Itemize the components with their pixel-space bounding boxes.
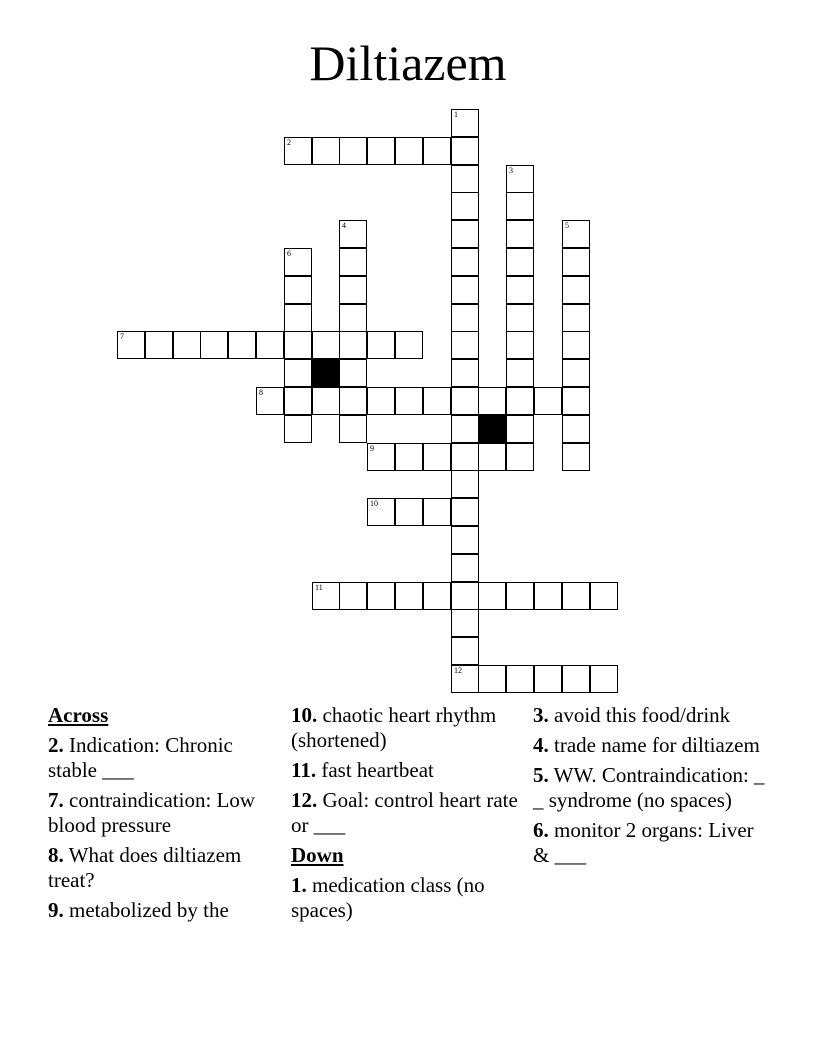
grid-cell[interactable] [590, 665, 618, 693]
grid-cell[interactable] [339, 248, 367, 276]
grid-cell[interactable] [339, 331, 367, 359]
cell-number: 12 [454, 666, 462, 675]
grid-cell[interactable] [562, 415, 590, 443]
grid-cell[interactable] [451, 582, 479, 610]
clue-across-2: 2. Indication: Chronic stable ___ [48, 733, 233, 782]
grid-cell[interactable] [534, 387, 562, 415]
grid-cell[interactable] [200, 331, 228, 359]
grid-cell[interactable] [506, 415, 534, 443]
grid-cell[interactable] [562, 443, 590, 471]
grid-cell[interactable] [562, 220, 590, 248]
grid-cell[interactable] [451, 109, 479, 137]
grid-cell[interactable] [506, 331, 534, 359]
grid-cell[interactable] [256, 331, 284, 359]
grid-cell[interactable] [339, 137, 367, 165]
grid-cell[interactable] [562, 248, 590, 276]
grid-cell[interactable] [339, 582, 367, 610]
grid-cell[interactable] [451, 470, 479, 498]
grid-cell[interactable] [284, 387, 312, 415]
grid-cell[interactable] [451, 387, 479, 415]
grid-cell[interactable] [506, 443, 534, 471]
grid-cell[interactable] [478, 665, 506, 693]
cell-number: 10 [370, 499, 378, 508]
grid-cell[interactable] [339, 304, 367, 332]
grid-cell[interactable] [451, 415, 479, 443]
clue-down-4: 4. trade name for diltiazem [533, 733, 760, 757]
cell-number: 8 [259, 388, 263, 397]
grid-cell[interactable] [506, 220, 534, 248]
grid-cell[interactable] [562, 582, 590, 610]
grid-cell[interactable] [339, 359, 367, 387]
grid-cell[interactable] [284, 331, 312, 359]
clue-across-7: 7. contraindication: Low blood pressure [48, 788, 256, 837]
cell-number: 2 [287, 138, 291, 147]
grid-cell[interactable] [284, 415, 312, 443]
grid-cell[interactable] [284, 304, 312, 332]
black-square [312, 359, 340, 387]
clue-down-5: 5. WW. Contraindication: _ _ syndrome (no spaces) [533, 763, 765, 812]
grid-cell[interactable] [506, 248, 534, 276]
grid-cell[interactable] [506, 192, 534, 220]
grid-cell[interactable] [367, 582, 395, 610]
grid-cell[interactable] [451, 220, 479, 248]
clue-across-8: 8. What does diltiazem treat? [48, 843, 242, 892]
clue-across-9: 9. metabolized by the [48, 898, 229, 922]
grid-cell[interactable] [312, 137, 340, 165]
cell-number: 7 [120, 332, 124, 341]
grid-cell[interactable] [478, 387, 506, 415]
grid-cell[interactable] [562, 665, 590, 693]
grid-cell[interactable] [284, 137, 312, 165]
clue-across-10: 10. chaotic heart rhythm (shortened) [291, 703, 497, 752]
grid-cell[interactable] [423, 498, 451, 526]
grid-cell[interactable] [312, 387, 340, 415]
grid-cell[interactable] [367, 387, 395, 415]
down-heading: Down [291, 843, 344, 867]
clues-column-3 [533, 703, 773, 873]
grid-cell[interactable] [284, 248, 312, 276]
grid-cell[interactable] [451, 637, 479, 665]
grid-cell[interactable] [451, 192, 479, 220]
grid-cell[interactable] [339, 220, 367, 248]
grid-cell[interactable] [228, 331, 256, 359]
grid-cell[interactable] [506, 582, 534, 610]
cell-number: 9 [370, 444, 374, 453]
grid-cell[interactable] [367, 498, 395, 526]
grid-cell[interactable] [367, 443, 395, 471]
grid-cell[interactable] [451, 498, 479, 526]
grid-cell[interactable] [451, 165, 479, 193]
grid-cell[interactable] [423, 387, 451, 415]
grid-cell[interactable] [451, 248, 479, 276]
grid-cell[interactable] [256, 387, 284, 415]
cell-number: 1 [454, 110, 458, 119]
cell-number: 6 [287, 249, 291, 258]
cell-number: 5 [565, 221, 569, 230]
grid-cell[interactable] [312, 331, 340, 359]
clue-across-12: 12. Goal: control heart rate or ___ [291, 788, 518, 837]
grid-cell[interactable] [451, 609, 479, 637]
grid-cell[interactable] [451, 665, 479, 693]
grid-cell[interactable] [423, 582, 451, 610]
grid-cell[interactable] [395, 387, 423, 415]
across-heading: Across [48, 703, 109, 727]
grid-cell[interactable] [117, 331, 145, 359]
grid-cell[interactable] [506, 359, 534, 387]
black-square [478, 415, 506, 443]
puzzle-title: Diltiazem [309, 35, 507, 91]
grid-cell[interactable] [562, 331, 590, 359]
grid-cell[interactable] [506, 387, 534, 415]
grid-cell[interactable] [395, 137, 423, 165]
grid-cell[interactable] [145, 331, 173, 359]
grid-cell[interactable] [506, 665, 534, 693]
grid-cell[interactable] [395, 443, 423, 471]
clue-across-11: 11. fast heartbeat [291, 758, 434, 782]
grid-cell[interactable] [451, 137, 479, 165]
cell-number: 11 [315, 583, 323, 592]
grid-cell[interactable] [562, 359, 590, 387]
grid-cell[interactable] [590, 582, 618, 610]
grid-cell[interactable] [562, 276, 590, 304]
grid-cell[interactable] [562, 304, 590, 332]
grid-cell[interactable] [395, 498, 423, 526]
grid-cell[interactable] [562, 387, 590, 415]
clue-down-3: 3. avoid this food/drink [533, 703, 731, 727]
grid-cell[interactable] [478, 443, 506, 471]
grid-cell[interactable] [451, 526, 479, 554]
grid-cell[interactable] [478, 582, 506, 610]
grid-cell[interactable] [534, 582, 562, 610]
grid-cell[interactable] [423, 137, 451, 165]
grid-cell[interactable] [284, 276, 312, 304]
grid-cell[interactable] [284, 359, 312, 387]
grid-cell[interactable] [339, 276, 367, 304]
grid-cell[interactable] [451, 331, 479, 359]
grid-cell[interactable] [451, 359, 479, 387]
grid-cell[interactable] [451, 276, 479, 304]
grid-cell[interactable] [506, 304, 534, 332]
grid-cell[interactable] [339, 415, 367, 443]
clues-column-1 [48, 703, 284, 928]
grid-cell[interactable] [339, 387, 367, 415]
grid-cell[interactable] [451, 554, 479, 582]
grid-cell[interactable] [506, 276, 534, 304]
grid-cell[interactable] [451, 443, 479, 471]
grid-cell[interactable] [395, 331, 423, 359]
grid-cell[interactable] [367, 137, 395, 165]
grid-cell[interactable] [506, 165, 534, 193]
grid-cell[interactable] [367, 331, 395, 359]
grid-cell[interactable] [451, 304, 479, 332]
cell-number: 3 [509, 166, 513, 175]
grid-cell[interactable] [395, 582, 423, 610]
grid-cell[interactable] [312, 582, 340, 610]
grid-cell[interactable] [173, 331, 201, 359]
clue-down-1: 1. medication class (no spaces) [291, 873, 485, 922]
grid-cell[interactable] [423, 443, 451, 471]
clues-column-2 [291, 703, 521, 928]
grid-cell[interactable] [534, 665, 562, 693]
cell-number: 4 [342, 221, 346, 230]
clue-down-6: 6. monitor 2 organs: Liver & ___ [533, 818, 754, 867]
